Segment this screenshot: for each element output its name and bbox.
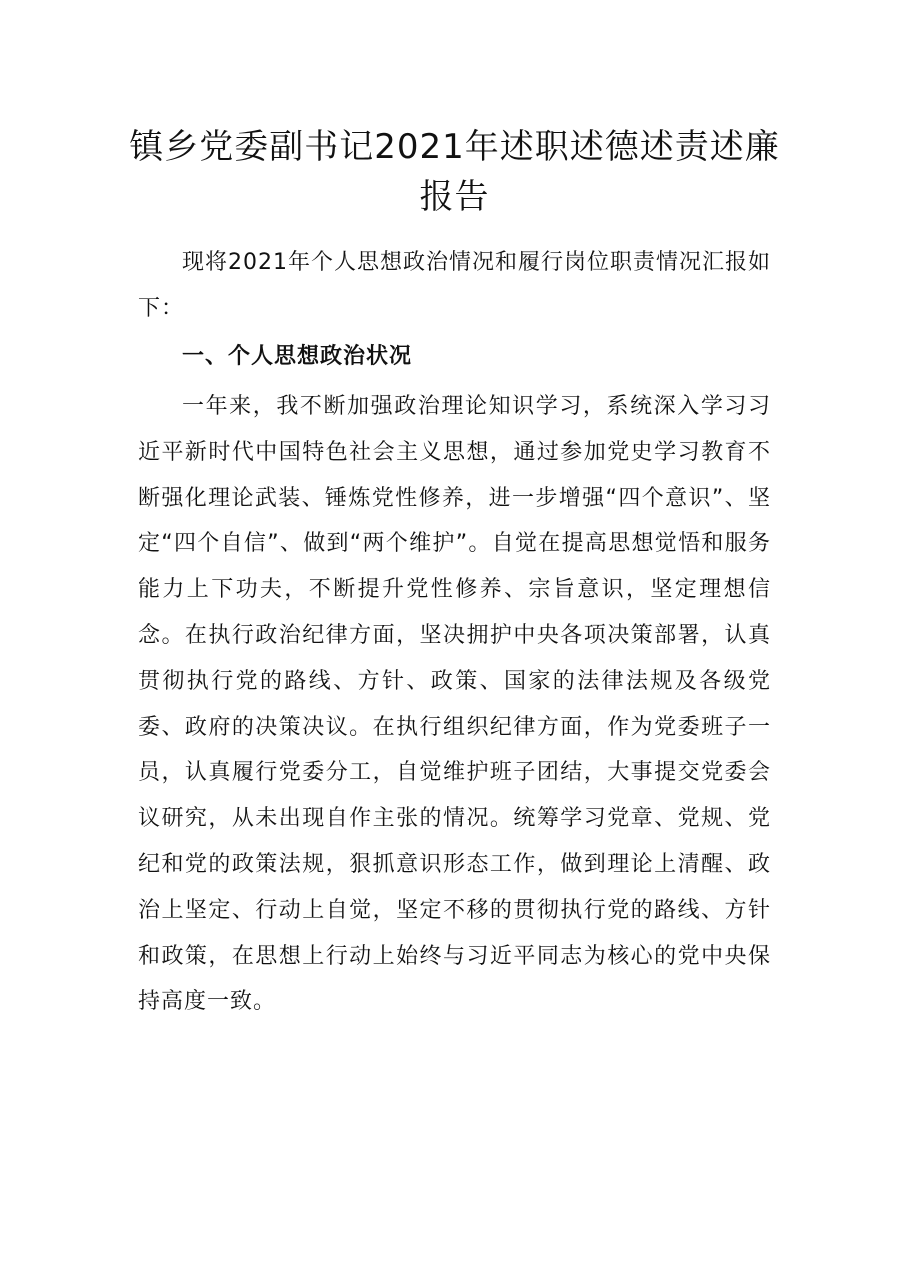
intro-paragraph: 现将2021年个人思想政治情况和履行岗位职责情况汇报如下： [138,250,771,321]
body-paragraph: 一年来，我不断加强政治理论知识学习，系统深入学习习近平新时代中国特色社会主义思想，通过参加党史学习教育不断强化理论武装、锤炼党性修养，进一步增强“四个意识”、坚定“四个自信”、做到“两个维护”。自觉在提高思想觉悟和服务能力上下功夫，不断提升党性修养、宗旨意识，坚定理想信念。在执行政治纪律方面，坚决拥护中央各项决策部署，认真贯彻执行党的路线、方针、政策、国家的法律法规及各级党委、政府的决策决议。在执行组织纪律方面，作为党委班子一员，认真履行党委分工，自觉维护班子团结，大事提交党委会议研究，从未出现自作主张的情况。统筹学习党章、党规、党纪和党的政策法规，狠抓意识形态工作，做到理论上清醒、政治上坚定、行动上自觉，坚定不移的贯彻执行党的路线、方针和政策，在思想上行动上始终与习近平同志为核心的党中央保持高度一致。 [138,394,771,1015]
document-title: 镇乡党委副书记2021年述职述德述责述廉报告 [129,127,780,217]
section-heading: 一、个人思想政治状况 [182,344,413,369]
